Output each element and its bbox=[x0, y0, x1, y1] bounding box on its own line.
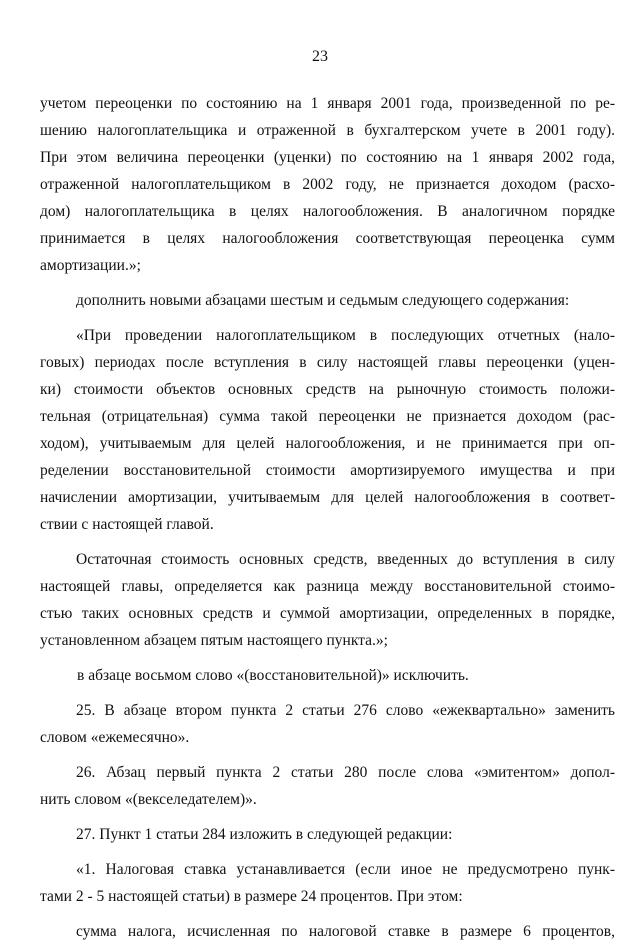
text-line: шению налогоплательщика и отраженной в бухгалтерском учете в 2001 году). bbox=[40, 122, 615, 139]
text-line: говых) периодах после вступления в силу настоящей главы переоценки (уцен- bbox=[40, 354, 615, 371]
text-line: тами 2 - 5 настоящей статьи) в размере 24 процентов. При этом: bbox=[40, 888, 463, 905]
page-number: 23 bbox=[312, 48, 328, 65]
paragraph-revaluation-continuation bbox=[40, 90, 615, 279]
text-line: амортизации.»; bbox=[40, 257, 141, 274]
text-line: ки) стоимости объектов основных средств на рыночную стоимость положи- bbox=[40, 381, 615, 398]
text-line: установленном абзацем пятым настоящего пункта.»; bbox=[40, 632, 388, 649]
text-line: дом) налогоплательщика в целях налогообложения. В аналогичном порядке bbox=[40, 203, 615, 220]
text-line: При этом величина переоценки (уценки) по состоянию на 1 января 2002 года, bbox=[40, 149, 615, 166]
paragraph-add-new-paragraphs bbox=[40, 287, 615, 314]
text-line: ходом), учитываемым для целей налогообложения, и не принимается при оп- bbox=[40, 435, 615, 452]
text-line: в абзаце восьмом слово «(восстановительной)» исключить. bbox=[77, 667, 469, 684]
text-line: начислении амортизации, учитываемым для целей налогообложения в соответ- bbox=[40, 489, 615, 506]
text-line: дополнить новыми абзацами шестым и седьмым следующего содержания: bbox=[76, 292, 570, 309]
text-line: учетом переоценки по состоянию на 1 января 2001 года, произведенной по ре- bbox=[40, 95, 615, 112]
text-line: нить словом «(векселедателем)». bbox=[40, 791, 257, 808]
paragraph-tax-amount bbox=[40, 918, 615, 945]
text-line: настоящей главы, определяется как разница между восстановительной стоимо- bbox=[40, 578, 615, 595]
paragraph-tax-rate bbox=[40, 856, 615, 910]
paragraph-item-27 bbox=[40, 821, 615, 848]
text-line: стью таких основных средств и суммой амортизации, определенных в порядке, bbox=[40, 605, 615, 622]
text-line: ределении восстановительной стоимости амортизируемого имущества и при bbox=[40, 462, 615, 479]
text-line: отраженной налогоплательщиком в 2002 году, не признается доходом (расхо- bbox=[40, 176, 615, 193]
paragraph-revaluation-subsequent-periods bbox=[40, 322, 615, 538]
text-line: ствии с настоящей главой. bbox=[40, 516, 214, 533]
text-line: Остаточная стоимость основных средств, введенных до вступления в силу bbox=[76, 551, 615, 568]
text-line: тельная (отрицательная) сумма такой переоценки не признается доходом (рас- bbox=[40, 408, 615, 425]
paragraph-item-25 bbox=[40, 697, 615, 751]
text-line: «При проведении налогоплательщиком в последующих отчетных (нало- bbox=[76, 327, 615, 344]
text-line: 26. Абзац первый пункта 2 статьи 280 после слова «эмитентом» допол- bbox=[76, 764, 615, 781]
text-line: 27. Пункт 1 статьи 284 изложить в следующей редакции: bbox=[76, 826, 453, 843]
text-line: «1. Налоговая ставка устанавливается (если иное не предусмотрено пунк- bbox=[76, 861, 615, 878]
text-line: 25. В абзаце втором пункта 2 статьи 276 слово «ежеквартально» заменить bbox=[76, 702, 615, 719]
document-body bbox=[40, 90, 615, 945]
paragraph-eighth-paragraph-change bbox=[40, 662, 615, 689]
text-line: сумма налога, исчисленная по налоговой ставке в размере 6 процентов, bbox=[76, 923, 615, 940]
paragraph-item-26 bbox=[40, 759, 615, 813]
paragraph-residual-value bbox=[40, 546, 615, 654]
text-line: словом «ежемесячно». bbox=[40, 729, 190, 746]
text-line: принимается в целях налогообложения соответствующая переоценка сумм bbox=[40, 230, 615, 247]
